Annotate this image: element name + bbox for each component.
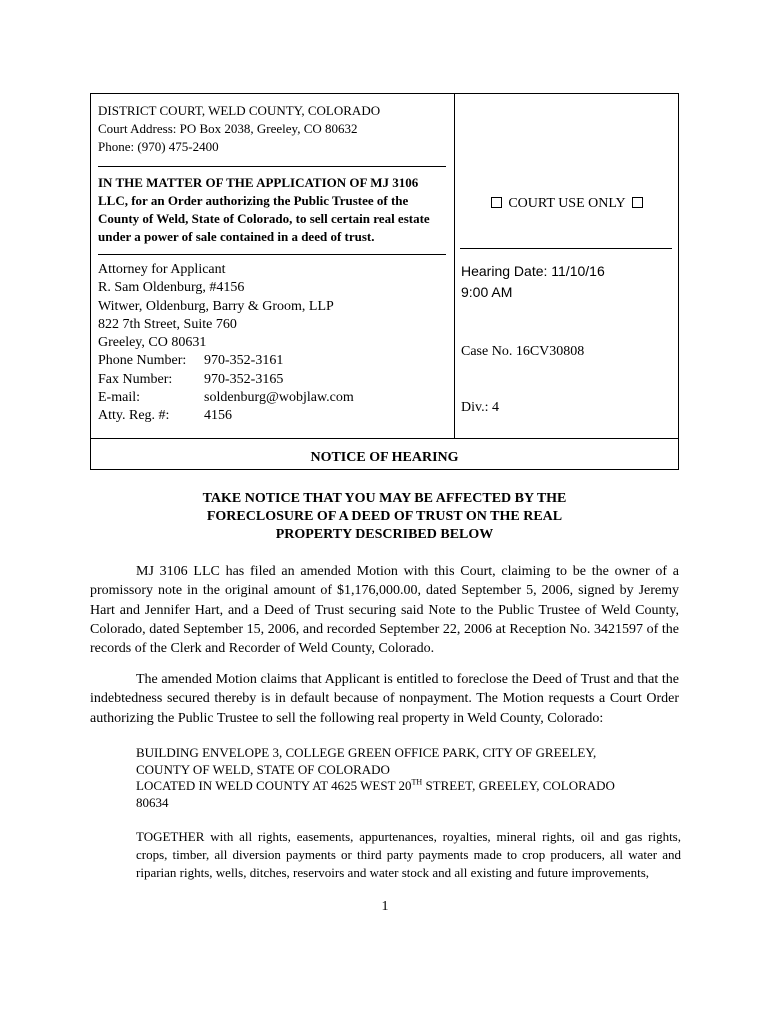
phone-value: 970-352-3161 bbox=[204, 353, 284, 369]
court-use-column bbox=[454, 94, 680, 438]
email-row bbox=[98, 389, 448, 407]
legal-line: 80634 bbox=[136, 794, 169, 810]
take-notice-line: FORECLOSURE OF A DEED OF TRUST ON THE REAL bbox=[206, 509, 563, 524]
attorney-name: R. Sam Oldenburg, #4156 bbox=[98, 280, 245, 296]
email-value: soldenburg@wobjlaw.com bbox=[204, 390, 354, 406]
attorney-role: Attorney for Applicant bbox=[98, 262, 226, 277]
court-address: Court Address: PO Box 2038, Greeley, CO 80632 bbox=[98, 121, 358, 136]
address-part: LOCATED IN WELD COUNTY AT 4625 WEST 20 bbox=[136, 778, 412, 793]
reg-value: 4156 bbox=[204, 408, 232, 424]
motion-paragraph: MJ 3106 LLC has filed an amended Motion with this Court, claiming to be the owner of a promissory note in the original amount of $1,176,000.00, dated September 5, 2006, signed by Jeremy Hart and Jennifer Hart, and a Deed of Trust securing said Note to the Public Trustee of Weld County, Colorado, dated September 15, 2006, and recorded September 22, 2006 at Reception No. 3421597 of the records of the Clerk and Recorder of Weld County, Colorado. bbox=[90, 564, 679, 657]
fax-label: Fax Number: bbox=[98, 371, 173, 387]
attorney-block bbox=[98, 261, 448, 426]
legal-description bbox=[136, 745, 681, 811]
ordinal-suffix: TH bbox=[411, 777, 423, 787]
law-firm: Witwer, Oldenburg, Barry & Groom, LLP bbox=[98, 298, 334, 314]
together-clause: TOGETHER with all rights, easements, appurtenances, royalties, mineral rights, oil and gas rights, crops, timber, all diversion payments or third party payments made to crop producers, all water and riparian rights, wells, ditches, reservoirs and water stock and all existing and future improvements, bbox=[136, 829, 681, 880]
checkbox-icon bbox=[491, 197, 502, 208]
division: Div.: 4 bbox=[461, 400, 499, 415]
court-info bbox=[98, 102, 448, 156]
caption-horizontal-divider bbox=[91, 438, 678, 439]
checkbox-icon bbox=[632, 197, 643, 208]
legal-line: COUNTY OF WELD, STATE OF COLORADO bbox=[136, 761, 390, 777]
claims-paragraph: The amended Motion claims that Applicant is entitled to foreclose the Deed of Trust and that the indebtedness secured thereby is in default because of nonpayment. The Motion requests a Court Order authorizing the Public Trustee to sell the following real property in Weld County, Colorado: bbox=[90, 672, 679, 726]
take-notice-line: PROPERTY DESCRIBED BELOW bbox=[275, 527, 494, 542]
reg-row bbox=[98, 407, 448, 425]
firm-city: Greeley, CO 80631 bbox=[98, 335, 207, 351]
fax-value: 970-352-3165 bbox=[204, 371, 284, 387]
court-phone: Phone: (970) 475-2400 bbox=[98, 139, 219, 154]
address-part: STREET, GREELEY, COLORADO bbox=[422, 778, 615, 793]
case-caption-box bbox=[90, 93, 679, 470]
take-notice-heading bbox=[90, 490, 679, 544]
matter-title: IN THE MATTER OF THE APPLICATION OF MJ 3106 LLC, for an Order authorizing the Public Trustee of the County of Weld, State of Colorado, to sell certain real estate under a power of sale contained in a deed of trust. bbox=[98, 175, 430, 244]
firm-street: 822 7th Street, Suite 760 bbox=[98, 316, 237, 332]
case-number: Case No. 16CV30808 bbox=[461, 344, 585, 359]
court-name: DISTRICT COURT, WELD COUNTY, COLORADO bbox=[98, 103, 381, 118]
legal-line: BUILDING ENVELOPE 3, COLLEGE GREEN OFFICE PARK, CITY OF GREELEY, bbox=[136, 745, 597, 760]
matter-rule bbox=[98, 254, 446, 255]
hearing-date: Hearing Date: 11/10/16 bbox=[461, 263, 605, 279]
reg-label: Atty. Reg. #: bbox=[98, 408, 170, 424]
hearing-info bbox=[461, 261, 605, 303]
page-number: 1 bbox=[381, 899, 389, 914]
phone-label: Phone Number: bbox=[98, 353, 187, 369]
take-notice-line: TAKE NOTICE THAT YOU MAY BE AFFECTED BY THE bbox=[202, 491, 567, 506]
court-use-only-label bbox=[454, 196, 680, 212]
hearing-time: 9:00 AM bbox=[461, 284, 513, 300]
fax-row bbox=[98, 371, 448, 389]
legal-line-address bbox=[136, 778, 681, 795]
court-use-rule bbox=[460, 248, 672, 249]
notice-title: NOTICE OF HEARING bbox=[310, 450, 459, 465]
email-label: E-mail: bbox=[98, 390, 140, 406]
court-use-text: COURT USE ONLY bbox=[508, 196, 626, 211]
court-info-rule bbox=[98, 166, 446, 167]
phone-row bbox=[98, 352, 448, 370]
